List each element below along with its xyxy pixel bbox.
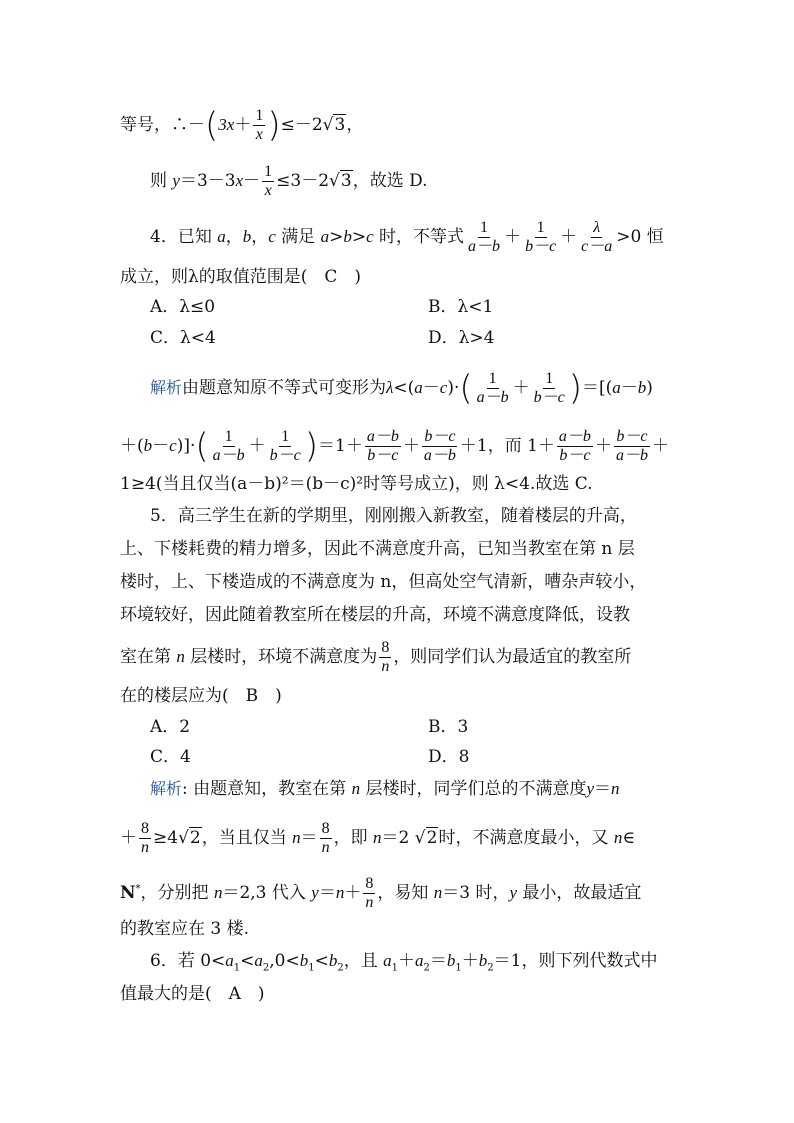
solution-line-2: 则 y＝3－3x－ $\frac{1}{x}$ ≤3－2√3，故选 D. xyxy=(150,163,428,199)
q5-option-c: C．4 xyxy=(150,747,191,767)
q5-option-d: D．8 xyxy=(428,747,470,767)
q4-solution-line-2: ＋(b－c)]·( $\frac{1}{a-b}$ ＋ $\frac{1}{b-c}$ )＝1＋ $\frac{a-b}{b-c}$ ＋ $\frac{b-c}{a-b}$ ＋1，而 1＋ $\frac{a-b}{b-c}$ ＋ $\frac{b-c}{a-b}$ ＋ xyxy=(120,426,669,467)
q4-option-d: D．λ>4 xyxy=(428,328,495,348)
q5-option-a: A．2 xyxy=(150,717,191,737)
q5-solution-label: 解析 xyxy=(150,779,183,798)
q5-solution-line-1: 解析: 由题意知，教室在第 n 层楼时，同学们总的不满意度y＝n xyxy=(150,779,620,799)
q4-option-b: B．λ<1 xyxy=(428,297,494,317)
q5-option-b: B．3 xyxy=(428,717,469,737)
solution-line-1: 等号，∴－(3x＋ $\frac{1}{x}$ )≤－2√3， xyxy=(120,105,364,146)
q5-solution-line-3: N*，分别把 n＝2,3 代入 y＝n＋ $\frac{8}{n}$ ，易知 n＝3 时，y 最小，故最适宜 xyxy=(120,875,642,911)
q5-solution-line-2: ＋ $\frac{8}{n}$ ≥4√2，当且仅当 n＝ $\frac{8}{n}$ ，即 n＝2 √2时，不满意度最小，又 n∈ xyxy=(120,820,635,856)
q5-stem-line-2: 上、下楼耗费的精力增多，因此不满意度升高，已知当教室在第 n 层 xyxy=(120,539,635,559)
q5-stem-line-4: 环境较好，因此随着教室所在楼层的升高，环境不满意度降低，设教 xyxy=(120,605,630,625)
q5-solution-line-4: 的教室应在 3 楼. xyxy=(120,919,250,939)
q4-option-c: C．λ<4 xyxy=(150,328,216,348)
q4-stem-line-1: 4．已知 a，b，c 满足 a>b>c 时，不等式 $\frac{1}{a-b}$ ＋ $\frac{1}{b-c}$ ＋ $\frac{\lambda}{c-a}$ >0 恒 xyxy=(150,219,664,255)
q5-stem-line-1: 5．高三学生在新的学期里，刚刚搬入新教室，随着楼层的升高， xyxy=(150,506,637,526)
q4-option-a: A．λ≤0 xyxy=(150,297,216,317)
q5-stem-line-5: 室在第 n 层楼时，环境不满意度为 $\frac{8}{n}$ ，则同学们认为最适宜的教室所 xyxy=(120,639,632,675)
q6-stem-line-1: 6．若 $0<a_1<a_2,0<b_1<b_2$，且 $a_1+a_2=b_1+b_2=1$，则下列代数式中 xyxy=(150,951,658,974)
q4-solution-label: 解析 xyxy=(150,378,183,397)
q4-stem-line-2: 成立，则λ的取值范围是( C ) xyxy=(120,267,362,287)
q6-stem-line-2: 值最大的是( A ) xyxy=(120,984,265,1004)
q4-solution-line-3: 1≥4(当且仅当(a－b)²＝(b－c)²时等号成立)，则 λ<4.故选 C. xyxy=(120,474,593,494)
q5-stem-line-3: 楼时，上、下楼造成的不满意度为 n，但高处空气清新，嘈杂声较小， xyxy=(120,572,647,592)
q4-solution-line-1: 解析由题意知原不等式可变形为λ<(a－c)·( $\frac{1}{a-b}$ ＋ $\frac{1}{b-c}$ )＝[(a－b) xyxy=(150,368,653,409)
q5-stem-line-6: 在的楼层应为( B ) xyxy=(120,686,282,706)
